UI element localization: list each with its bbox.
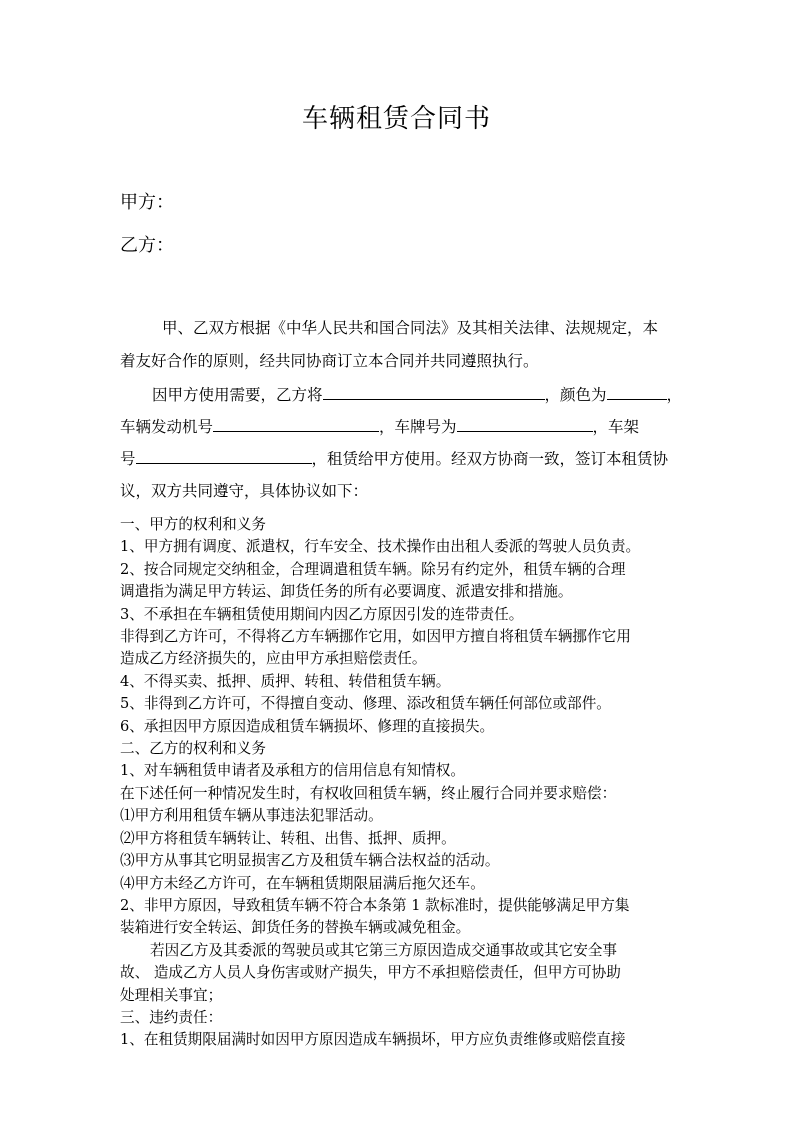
section-heading: 二、乙方的权利和义务 [120,740,266,758]
vehicle-paragraph [120,380,683,506]
preamble-paragraph [120,312,676,378]
comma-text: ， [666,386,683,404]
frame-number-blank[interactable] [136,445,312,464]
vehicle-intro-text: 因甲方使用需要，乙方将 [152,386,323,404]
engine-number-label: 车辆发动机号 [120,418,214,436]
lease-statement: ，租赁给甲方使用。经双方协商一致，签订本租赁协 [311,450,669,468]
vehicle-line-3 [120,444,676,474]
plate-number-blank[interactable] [457,413,593,432]
clause-line: 非得到乙方许可，不得将乙方车辆挪作它用，如因甲方擅自将租赁车辆挪作它用 [120,628,631,646]
preamble-line-1: 甲、乙双方根据《中华人民共和国合同法》及其相关法律、法规规定，本 [162,319,659,337]
clause-line: 3、不承担在车辆租赁使用期间内因乙方原因引发的连带责任。 [120,605,524,623]
vehicle-model-blank[interactable] [323,381,545,400]
engine-number-blank[interactable] [213,413,379,432]
frame-number-suffix: 号 [120,450,136,468]
clause-line: ⑶甲方从事其它明显损害乙方及租赁车辆合法权益的活动。 [120,852,500,870]
clause-line: 处理相关事宜； [120,986,223,1004]
party-b-label: 乙方： [120,235,174,256]
party-a-label: 甲方： [120,192,174,213]
clause-line: 1、对车辆租赁申请者及承租方的信用信息有知情权。 [120,762,465,780]
clause-line: 2、按合同规定交纳租金，合理调遣租赁车辆。除另有约定外，租赁车辆的合理 [120,560,626,578]
vehicle-line-2 [120,412,676,442]
section-heading: 三、违约责任： [120,1008,223,1026]
clause-line: 装箱进行安全转运、卸货任务的替换车辆或减免租金。 [120,919,471,937]
clause-line: 若因乙方及其委派的驾驶员或其它第三方原因造成交通事故或其它安全事 [150,941,618,959]
clause-line: 5、非得到乙方许可，不得擅自变动、修理、添改租赁车辆任何部位或部件。 [120,695,611,713]
section-heading: 一、甲方的权利和义务 [120,516,266,533]
clause-line: 故、 造成乙方人员人身伤害或财产损失，甲方不承担赔偿责任，但甲方可协助 [120,964,621,982]
plate-number-label: ，车牌号为 [379,418,457,436]
clause-line: ⑵甲方将租赁车辆转让、转租、出售、抵押、质押。 [120,829,456,847]
clause-line: 调遣指为满足甲方转运、卸货任务的所有必要调度、派遣安排和措施。 [120,583,573,601]
vehicle-line-1 [120,380,683,410]
clause-line: ⑴甲方利用租赁车辆从事违法犯罪活动。 [120,807,383,825]
vehicle-line-4: 议，双方共同遵守，具体协议如下： [120,482,369,500]
clause-line: 1、甲方拥有调度、派遣权，行车安全、技术操作由出租人委派的驾驶人员负责。 [120,538,641,556]
color-label: ，颜色为 [544,386,607,404]
contract-body [120,514,680,1052]
preamble-line-2: 着友好合作的原则，经共同协商订立本合同并共同遵照执行。 [120,352,539,370]
clause-line: ⑷甲方未经乙方许可，在车辆租赁期限届满后拖欠还车。 [120,874,485,892]
frame-label: ，车架 [592,418,640,436]
color-blank[interactable] [607,381,667,400]
clause-line: 4、不得买卖、抵押、质押、转租、转借租赁车辆。 [120,672,451,690]
contract-title: 车辆租赁合同书 [301,104,491,134]
clause-line: 造成乙方经济损失的，应由甲方承担赔偿责任。 [120,650,427,668]
clause-line: 1、在租赁期限届满时如因甲方原因造成车辆损坏，甲方应负责维修或赔偿直接 [120,1031,626,1049]
clause-line: 2、非甲方原因，导致租赁车辆不符合本条第 1 款标准时，提供能够满足甲方集 [120,896,630,914]
clause-line: 6、承担因甲方原因造成租赁车辆损坏、修理的直接损失。 [120,717,495,735]
clause-line: 在下述任何一种情况发生时，有权收回租赁车辆，终止履行合同并要求赔偿： [120,784,617,802]
